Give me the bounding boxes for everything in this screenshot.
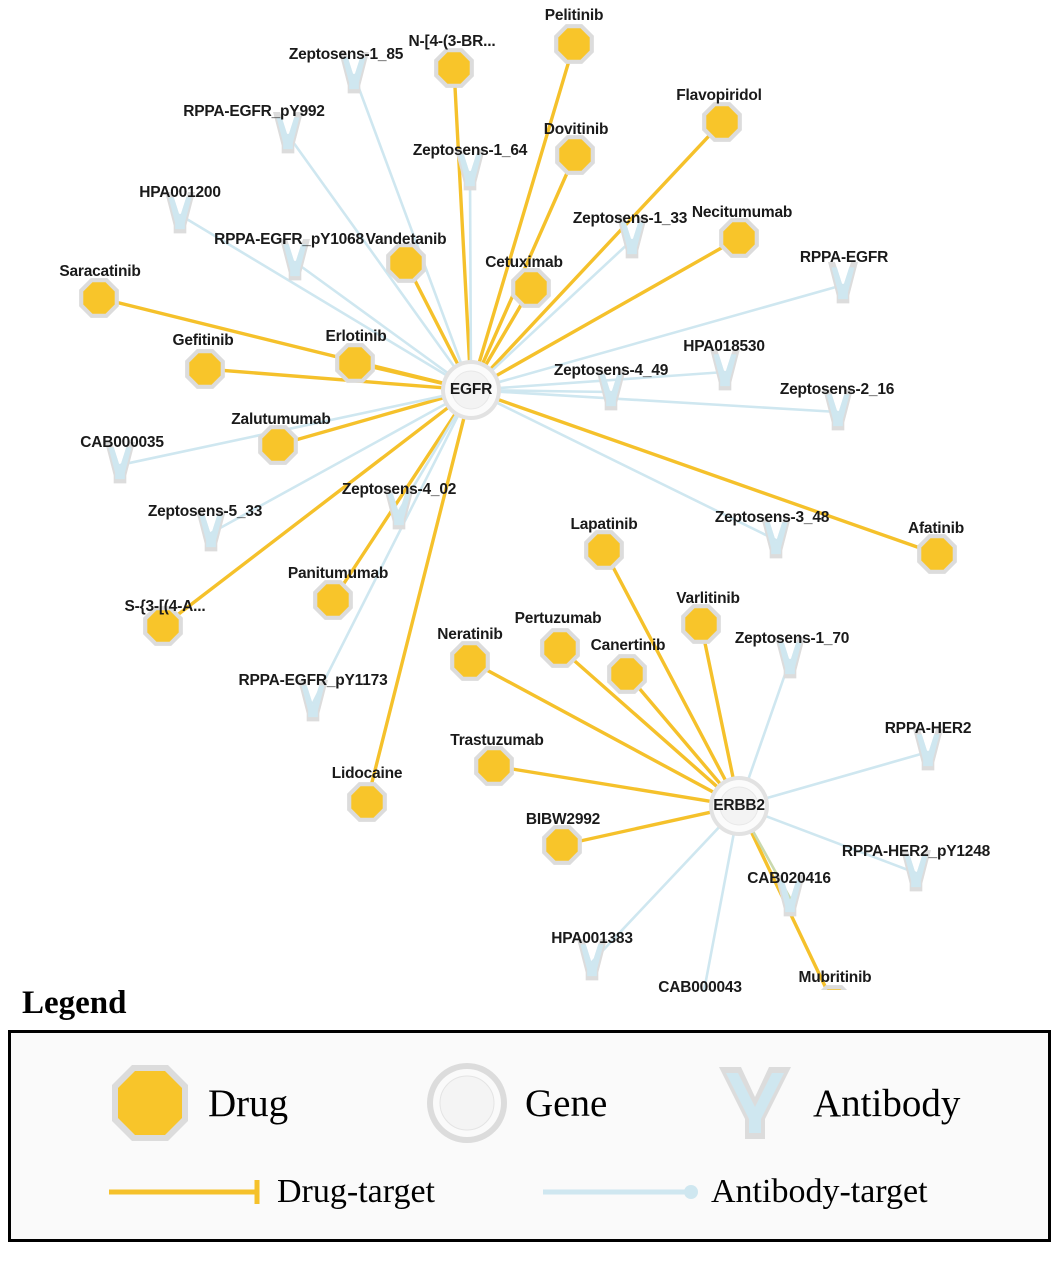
drug-label-panitumumab: Panitumumab (287, 565, 389, 582)
gene-label-erbb2: ERBB2 (713, 797, 765, 814)
gene-icon (423, 1059, 511, 1147)
drug-label-erlotinib: Erlotinib (325, 328, 387, 345)
antibody-label-zeptosens-1-64: Zeptosens-1_64 (412, 142, 528, 159)
drug-icon (106, 1059, 194, 1147)
antibody-label-rppa-egfr-py992: RPPA-EGFR_pY992 (183, 103, 325, 120)
drug-node-pertuzumab[interactable] (540, 628, 580, 668)
drug-node-panitumumab[interactable] (313, 580, 353, 620)
drug-node-saracatinib[interactable] (79, 278, 119, 318)
antibody-label-zeptosens-1-70: Zeptosens-1_70 (734, 630, 850, 647)
legend-title: Legend (22, 985, 127, 1021)
drug-node-neratinib[interactable] (450, 641, 490, 681)
drug-label-cetuximab: Cetuximab (485, 254, 563, 271)
drug-label-canertinib: Canertinib (590, 637, 666, 654)
antibody-target-edge-icon (541, 1175, 701, 1209)
edge-gefitinib-egfr (205, 369, 446, 394)
drug-label-lapatinib: Lapatinib (570, 516, 638, 533)
legend-label-gene: Gene (525, 1081, 608, 1125)
legend (8, 985, 1051, 1242)
legend-item-gene (423, 1059, 607, 1147)
drug-node-dovitinib[interactable] (555, 135, 595, 175)
edge-varlitinib-erbb2 (701, 624, 740, 782)
drug-node-canertinib[interactable] (607, 654, 647, 694)
antibody-label-zeptosens-4-02: Zeptosens-4_02 (341, 481, 457, 498)
drug-node-lidocaine[interactable] (347, 782, 387, 822)
antibody-label-rppa-egfr-py1068: RPPA-EGFR_pY1068 (214, 231, 364, 248)
antibody-label-zeptosens-3-48: Zeptosens-3_48 (714, 509, 830, 526)
drug-label-flavopiridol: Flavopiridol (676, 87, 762, 104)
drug-label-necitumumab: Necitumumab (691, 204, 793, 221)
drug-label-n-4-3-br: N-[4-(3-BR... (408, 33, 496, 50)
legend-label-antibody: Antibody (813, 1081, 961, 1125)
drug-node-n-4-3-br[interactable] (434, 48, 474, 88)
antibody-label-rppa-egfr: RPPA-EGFR (799, 249, 889, 266)
drug-node-flavopiridol[interactable] (702, 102, 742, 142)
antibody-label-cab000035: CAB000035 (80, 434, 164, 451)
drug-node-trastuzumab[interactable] (474, 746, 514, 786)
legend-label-drug-target: Drug-target (277, 1173, 435, 1210)
drug-node-pelitinib[interactable] (554, 24, 594, 64)
edge-zeptosens-1-85-egfr (354, 75, 466, 370)
edge-n-4-3-br-egfr (454, 68, 476, 364)
antibody-label-cab020416: CAB020416 (747, 870, 831, 887)
legend-item-antibody (711, 1059, 960, 1147)
antibody-label-zeptosens-1-85: Zeptosens-1_85 (288, 46, 404, 63)
legend-item-drug-target (107, 1173, 435, 1211)
antibody-label-hpa018530: HPA018530 (683, 338, 765, 355)
antibody-label-zeptosens-2-16: Zeptosens-2_16 (779, 381, 895, 398)
legend-item-drug (106, 1059, 288, 1147)
drug-label-afatinib: Afatinib (907, 520, 965, 537)
antibody-label-zeptosens-5-33: Zeptosens-5_33 (147, 503, 263, 520)
legend-item-antibody-target (541, 1173, 928, 1211)
drug-node-cetuximab[interactable] (511, 268, 551, 308)
drug-label-vandetanib: Vandetanib (365, 231, 447, 248)
legend-node-row (11, 1051, 1048, 1161)
drug-node-lapatinib[interactable] (584, 530, 624, 570)
antibody-label-rppa-her2: RPPA-HER2 (884, 720, 972, 737)
drug-label-mubritinib: Mubritinib (798, 969, 872, 986)
edge-trastuzumab-erbb2 (494, 766, 714, 808)
antibody-label-rppa-her2-py1248: RPPA-HER2_pY1248 (841, 843, 991, 860)
drug-label-zalutumumab: Zalutumumab (231, 411, 331, 428)
legend-label-drug: Drug (208, 1081, 289, 1125)
edge-afatinib-egfr (494, 393, 937, 554)
drug-label-pertuzumab: Pertuzumab (514, 610, 602, 627)
antibody-node-rppa-egfr[interactable] (828, 262, 858, 303)
drug-node-erlotinib[interactable] (335, 343, 375, 383)
antibody-icon (711, 1059, 799, 1147)
antibody-label-zeptosens-4-49: Zeptosens-4_49 (553, 362, 669, 379)
drug-node-zalutumumab[interactable] (258, 425, 298, 465)
edge-rppa-her2-erbb2 (760, 752, 928, 803)
drug-label-saracatinib: Saracatinib (59, 263, 141, 280)
drug-label-varlitinib: Varlitinib (676, 590, 740, 607)
drug-node-bibw2992[interactable] (542, 825, 582, 865)
drug-label-gefitinib: Gefitinib (172, 332, 234, 349)
drug-label-s-3-4-a: S-{3-[(4-A... (124, 598, 206, 615)
gene-label-egfr: EGFR (449, 381, 493, 398)
legend-edge-row (11, 1173, 1048, 1233)
antibody-label-hpa001383: HPA001383 (551, 930, 633, 947)
drug-node-vandetanib[interactable] (386, 243, 426, 283)
edge-pelitinib-egfr (473, 44, 574, 367)
antibody-label-cab000043: CAB000043 (658, 979, 742, 996)
antibody-label-zeptosens-1-33: Zeptosens-1_33 (572, 210, 688, 227)
drug-target-edge-icon (107, 1175, 267, 1209)
drug-label-pelitinib: Pelitinib (544, 7, 604, 24)
legend-box (8, 1030, 1051, 1242)
drug-label-lidocaine: Lidocaine (331, 765, 403, 782)
drug-label-neratinib: Neratinib (437, 626, 503, 643)
edge-rppa-her2-py1248-erbb2 (759, 811, 916, 873)
drug-label-dovitinib: Dovitinib (543, 121, 609, 138)
legend-label-antibody-target: Antibody-target (711, 1173, 928, 1210)
drug-label-bibw2992: BIBW2992 (525, 811, 601, 828)
edge-zeptosens-1-70-erbb2 (743, 660, 790, 786)
antibody-label-hpa001200: HPA001200 (139, 184, 221, 201)
drug-node-gefitinib[interactable] (185, 349, 225, 389)
antibody-label-rppa-egfr-py1173: RPPA-EGFR_pY1173 (238, 672, 388, 689)
drug-node-varlitinib[interactable] (681, 604, 721, 644)
edge-cab000043-erbb2 (700, 827, 738, 990)
drug-node-afatinib[interactable] (917, 534, 957, 574)
drug-label-trastuzumab: Trastuzumab (450, 732, 544, 749)
drug-node-necitumumab[interactable] (719, 218, 759, 258)
